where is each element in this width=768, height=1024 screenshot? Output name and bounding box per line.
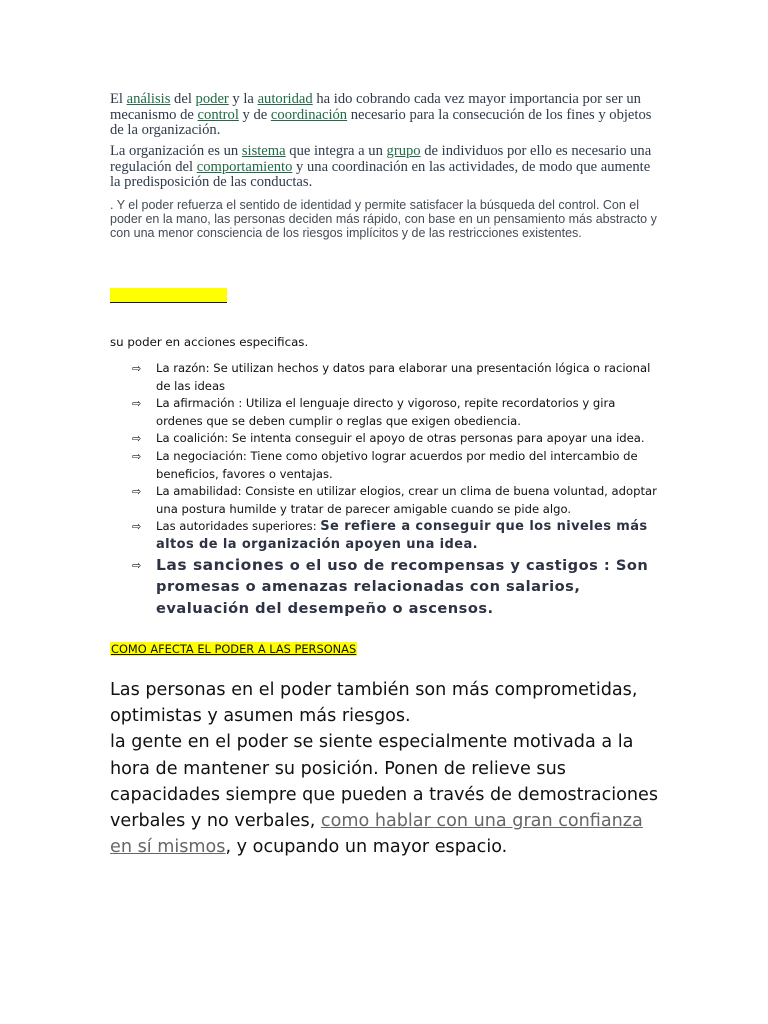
arrow-icon: ⇨	[132, 397, 142, 411]
list-item-text: La coalición: Se intenta conseguir el apoyo de otras personas para apoyar una idea.	[156, 431, 645, 446]
list-item	[132, 430, 664, 448]
paragraph-identidad: . Y el poder refuerza el sentido de identidad y permite satisfacer la búsqueda del control. Con el poder en la mano, las personas deciden más rápido, con base en un pensamiento más abstracto y con una menor consciencia de los riesgos implícitos y de las restricciones existentes.	[110, 198, 657, 240]
highlighted-heading-placeholder	[110, 288, 227, 303]
section-heading: COMO AFECTA EL PODER A LAS PERSONAS	[111, 642, 357, 656]
link-analisis[interactable]: análisis	[126, 91, 171, 107]
text: que integra a un	[285, 143, 387, 159]
list-item-lead: Las sanciones	[156, 555, 285, 574]
text: Las personas en el poder también son más comprometidas, optimistas y asumen más riesgos.	[110, 680, 638, 727]
arrow-icon: ⇨	[132, 449, 142, 463]
text: , y ocupando un mayor espacio.	[225, 837, 508, 858]
link-autoridad[interactable]: autoridad	[257, 91, 313, 107]
paragraph-analisis	[110, 92, 662, 139]
text: necesario para la consecución de los fines y objetos de la organización.	[110, 106, 652, 139]
list-item-text: La afirmación : Utiliza el lenguaje directo y vigoroso, repite recordatorios y gira ordenes que se deben cumplir o reglas que exigen obediencia.	[156, 396, 616, 428]
list-item	[132, 395, 664, 430]
text: y la	[228, 91, 258, 107]
arrow-icon: ⇨	[132, 362, 142, 375]
text: El	[110, 91, 127, 107]
text: La organización es un	[110, 143, 242, 159]
list-item-text: La amabilidad: Consiste en utilizar elogios, crear un clima de buena voluntad, adoptar una postura humilde y tratar de parecer amigable cuando se pide algo.	[156, 484, 657, 516]
intro-text: su poder en acciones especificas.	[110, 335, 309, 349]
list-item-text: o el uso de recompensas y castigos : Son promesas o amenazas relacionadas con salarios, evaluación del desempeño o ascensos.	[156, 556, 649, 617]
link-control[interactable]: control	[197, 106, 239, 123]
list-item-strong-text: Se refiere a conseguir que los niveles más altos de la organización apoyen una idea.	[156, 519, 648, 552]
closing-paragraph	[110, 677, 670, 860]
text: ha ido cobrando cada vez mayor importancia por ser un mecanismo de	[110, 91, 641, 123]
list-item	[132, 483, 664, 518]
text: de individuos por ello es necesario una regulación del	[110, 143, 652, 175]
arrow-icon: ⇨	[132, 485, 142, 499]
link-grupo[interactable]: grupo	[386, 143, 421, 159]
list-item	[132, 555, 664, 620]
link-sistema[interactable]: sistema	[241, 143, 286, 159]
list-item-text: La razón: Se utilizan hechos y datos para elaborar una presentación lógica o racional de las ideas	[156, 361, 651, 393]
list-item	[132, 448, 664, 483]
link-confianza[interactable]: como hablar con una gran confianza en sí mismos	[110, 811, 643, 858]
text: y de	[238, 106, 271, 123]
link-comportamiento[interactable]: comportamiento	[196, 158, 293, 175]
text: del	[170, 91, 196, 107]
link-coordinacion[interactable]: coordinación	[270, 106, 348, 123]
arrow-icon: ⇨	[132, 558, 142, 572]
list-item	[132, 518, 664, 553]
link-poder[interactable]: poder	[195, 91, 229, 107]
arrow-icon: ⇨	[132, 520, 142, 534]
arrow-icon: ⇨	[132, 432, 142, 446]
paragraph-organizacion	[110, 144, 662, 191]
tactics-list	[132, 360, 664, 619]
text: y una coordinación en las actividades, de modo que aumente la predisposición de las conductas.	[110, 158, 651, 191]
text: la gente en el poder se siente especialmente motivada a la hora de mantener su posición. Ponen de relieve sus capacidades siempre que pueden a través de demostraciones verbales y no verbales,	[110, 732, 659, 832]
list-item-text: Las autoridades superiores:	[156, 519, 321, 534]
list-item	[132, 360, 664, 395]
list-item-text: La negociación: Tiene como objetivo lograr acuerdos por medio del intercambio de beneficios, favores o ventajas.	[156, 448, 638, 481]
